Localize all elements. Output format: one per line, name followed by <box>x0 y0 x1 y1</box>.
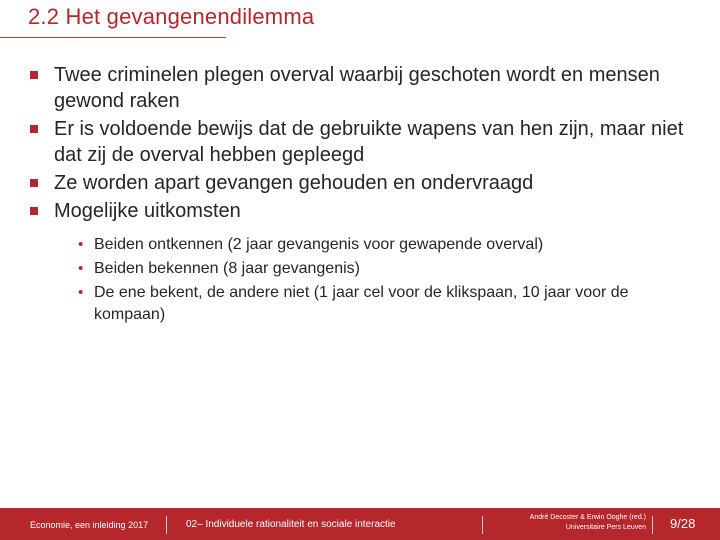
dot-bullet-icon: • <box>78 260 84 277</box>
bullet-list <box>30 62 700 328</box>
square-bullet-icon <box>30 179 38 187</box>
bullet-text: Twee criminelen plegen overval waarbij geschoten wordt en mensen gewond raken <box>54 64 660 112</box>
sub-bullet-text: De ene bekent, de andere niet (1 jaar cel voor de klikspaan, 10 jaar voor de kompaan) <box>94 284 629 323</box>
sub-bullet-item <box>78 258 700 280</box>
square-bullet-icon <box>30 71 38 79</box>
bullet-item <box>30 62 700 114</box>
footer-authors-line: André Decoster & Erwin Ooghe (red.) <box>529 514 646 521</box>
sub-bullet-item <box>78 282 700 326</box>
footer-divider <box>482 516 483 534</box>
square-bullet-icon <box>30 125 38 133</box>
bullet-item <box>30 116 700 168</box>
bullet-text: Er is voldoende bewijs dat de gebruikte wapens van hen zijn, maar niet dat zij de overval hebben gepleegd <box>54 118 684 166</box>
slide-title: 2.2 Het gevangenendilemma <box>28 4 315 29</box>
dot-bullet-icon: • <box>78 284 84 301</box>
square-bullet-icon <box>30 207 38 215</box>
footer-book-title: Economie, een inleiding 2017 <box>30 520 149 530</box>
page-number: 9/28 <box>670 516 696 531</box>
footer-divider <box>652 516 653 534</box>
footer-authors <box>498 513 646 533</box>
bullet-text: Mogelijke uitkomsten <box>54 200 241 222</box>
sub-bullet-list <box>78 234 700 326</box>
dot-bullet-icon: • <box>78 236 84 253</box>
sub-bullet-text: Beiden ontkennen (2 jaar gevangenis voor gewapende overval) <box>94 236 544 253</box>
bullet-text: Ze worden apart gevangen gehouden en ondervraagd <box>54 172 534 194</box>
bullet-item <box>30 198 700 224</box>
sub-bullet-item <box>78 234 700 256</box>
title-underline <box>0 37 226 38</box>
footer-bar <box>0 508 720 540</box>
footer-publisher-line: Universitaire Pers Leuven <box>565 524 646 531</box>
bullet-item <box>30 170 700 196</box>
footer-divider <box>166 516 167 534</box>
sub-bullet-text: Beiden bekennen (8 jaar gevangenis) <box>94 260 360 277</box>
footer-chapter: 02– Individuele rationaliteit en sociale interactie <box>186 519 396 530</box>
